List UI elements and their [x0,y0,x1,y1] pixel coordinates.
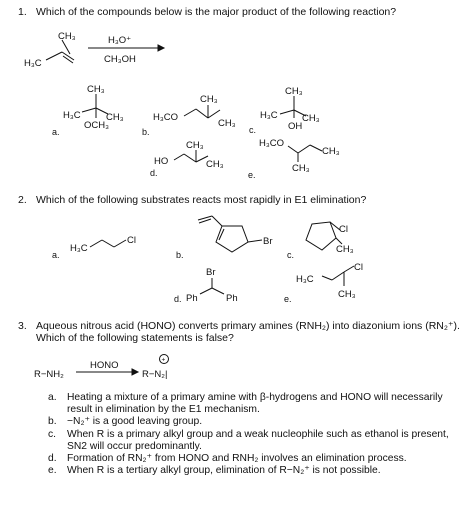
answer-c-letter: c. [48,428,57,440]
q3-arrow-head [132,369,138,375]
q1-option-e: e. [248,170,256,180]
answer-a-text: Heating a mixture of a primary amine with β-hydrogens and HONO will necessarily result in elimination by the E1 mechanism. [67,392,443,416]
q1-option-d: d. [150,168,158,178]
q2c-ring [306,222,336,250]
answer-item [48,392,468,416]
answer-e-letter: e. [48,465,57,477]
question-1-number: 1. [18,6,27,18]
q2d-br: Br [206,267,216,278]
d-ch3-top: CH₃ [186,140,204,151]
c2-ch3-right: CH₃ [322,146,340,157]
q3-reagent: HONO [90,360,119,371]
c-h3c: H₃C [260,110,278,121]
answer-item [48,429,468,453]
b-h3co: H₃CO [153,112,178,123]
answer-d-letter: d. [48,453,57,465]
q3-reaction-left: R−NH₂ [34,369,64,380]
answer-b-letter: b. [48,416,57,428]
q2d-ph-left: Ph [186,293,198,304]
answer-e-text: When R is a tertiary alkyl group, elimination of R−N₂⁺ is not possible. [67,465,381,477]
q2a-bond [114,240,126,247]
struct-c2-bond [310,145,322,151]
a-och3: OCH₃ [84,120,109,131]
q2b-br: Br [263,236,273,247]
answer-a-letter: a. [48,392,57,403]
reactant-bond [62,40,70,54]
c-ch3-top: CH₃ [285,86,303,97]
question-2-text: Which of the following substrates reacts most rapidly in E1 elimination? [36,194,367,206]
c2-ch3-bottom: CH₃ [292,163,310,174]
answer-b-text: −N₂⁺ is a good leaving group. [67,416,203,428]
struct-a-bond [82,108,96,112]
q2-option-e: e. [284,294,292,304]
q2e-bond [332,272,344,280]
answer-item [48,416,468,428]
answer-item [48,465,468,477]
q3-reaction-right: R−N₂| [142,369,168,380]
q2-option-d: d. [174,294,182,304]
reactant-bond [46,52,62,60]
answer-d-text: Formation of RN₂⁺ from HONO and RNH₂ involves an elimination process. [67,453,407,465]
q2e-bond [344,266,354,272]
c2-h3co: H₃CO [259,138,284,149]
struct-c-bond [280,110,294,114]
b-ch3-top: CH₃ [200,94,218,105]
q2-option-b: b. [176,250,184,260]
question-3-line2: Which of the following statements is false? [36,332,234,344]
q2e-cl: Cl [354,262,363,273]
q2e-h3c: H₃C [296,274,314,285]
q2d-ph-right: Ph [226,293,238,304]
a-ch3-right: CH₃ [106,112,124,123]
struct-b-bond [208,110,220,118]
q2b-ring [216,226,248,252]
answer-item [48,453,468,465]
q2c-ch3: CH₃ [336,244,354,255]
question-1-text: Which of the compounds below is the major product of the following reaction? [36,6,397,18]
struct-d-bond [184,154,196,162]
reaction-arrow-head [158,45,164,51]
c-ch3-right: CH₃ [302,113,320,124]
q2d-bond [212,288,224,294]
question-3-line1: Aqueous nitrous acid (HONO) converts primary amines (RNH₂) into diazonium ions (RN₂⁺). [36,320,460,332]
q2a-bond [102,240,114,247]
reactant-ch3: CH₃ [58,31,76,42]
q2c-cl: Cl [339,224,348,235]
b-ch3-right: CH₃ [218,118,236,129]
d-ho: HO [154,156,169,167]
reagent-top: H₃O⁺ [108,35,132,46]
question-3-number: 3. [18,320,27,332]
reagent-bottom: CH₃OH [104,54,136,65]
q3-answer-list [48,392,468,477]
q3-plus-sign: + [161,356,166,364]
struct-c2-bond [298,145,310,153]
q2e-ch3: CH₃ [338,289,356,300]
q2a-bond [90,240,102,247]
q1-option-b: b. [142,127,150,137]
q1-option-c: c. [249,125,257,135]
q2b-br-bond [248,240,262,242]
d-ch3-right: CH₃ [206,159,224,170]
q2a-h3c: H₃C [70,243,88,254]
q2e-bond [322,276,332,280]
q2b-vinyl [212,216,222,226]
c-oh: OH [288,121,303,132]
a-h3c: H₃C [63,110,81,121]
q2a-cl: Cl [127,235,136,246]
q1-option-a: a. [52,127,60,137]
struct-b-bond [196,109,208,118]
q2-option-a: a. [52,250,60,260]
answer-c-text: When R is a primary alkyl group and a weak nucleophile such as ethanol is present, SN2 will occur predominantly. [67,428,449,452]
struct-c2-bond [288,146,298,153]
struct-d-bond [174,154,184,160]
reactant-h3c: H₃C [24,58,42,69]
q2d-bond [200,288,212,294]
question-2-number: 2. [18,194,27,206]
struct-b-bond [184,109,196,116]
reactant-double-bond-inner [63,56,73,63]
q2-option-c: c. [287,250,295,260]
a-ch3-top: CH₃ [87,84,105,95]
